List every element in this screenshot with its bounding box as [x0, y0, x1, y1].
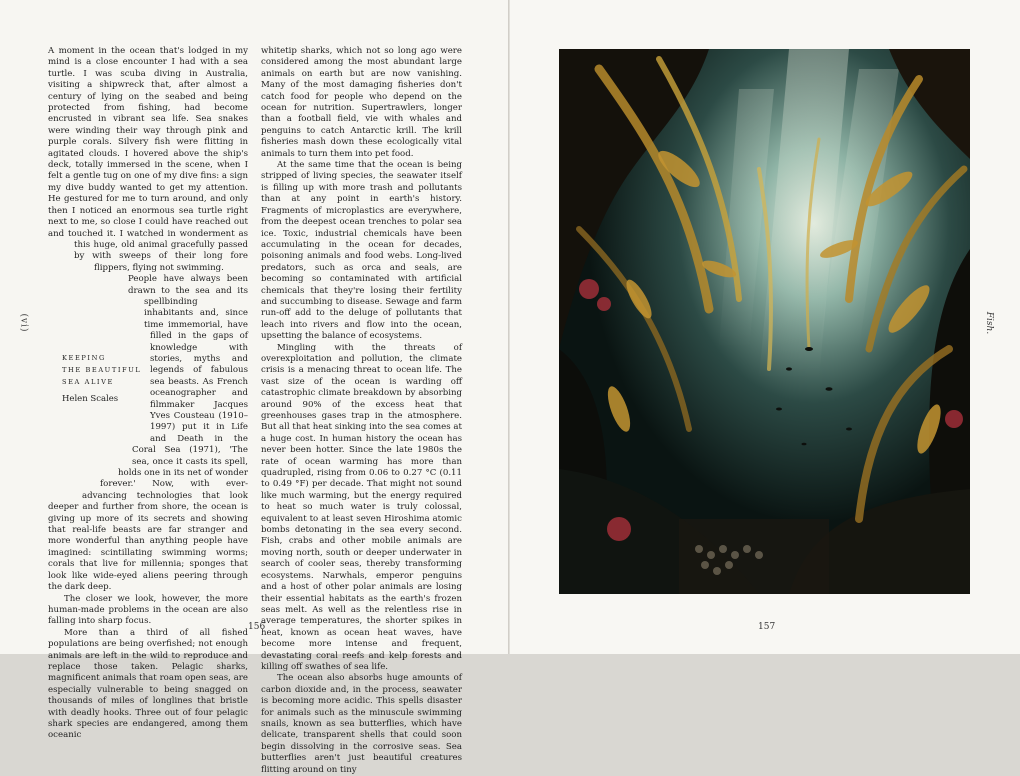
- text-column-1: [48, 46, 248, 742]
- paragraph: Mingling with the threats of overexploitation and pollution, the climate crisis is a menacing threat to ocean life. The vast size of the ocean is warding off catastrophic climate breakdown by absorbing around 90% of the excess heat that greenhouses gases trap in the atmosphere. But all that heat sinking into the sea comes at a huge cost. In human history the ocean has never been hotter. Since the late 1980s the rate of ocean warming has more than quadrupled, rising from 0.06 to 0.27 °C (0.11 to 0.49 °F) per decade. That might not sound like much warming, but the energy required to heat so much water is truly colossal, equivalent to at least seven Hiroshima atomic bombs detonating in the sea every second. Fish, crabs and other mobile animals are moving north, south or deeper underwater in search of cooler seas, thereby transforming ecosystems. Narwhals, emperor penguins and a host of other polar animals are losing their essential habitats as the earth's frozen seas melt. As well as the relentless rise in average temperatures, the shorter spikes in heat, known as ocean heat waves, have become more intense and frequent, devastating coral reefs and kelp forests and killing off swathes of sea life.: [261, 342, 462, 672]
- sidebar-heading-line: KEEPING: [62, 354, 106, 362]
- paragraph: The closer we look, however, the more human-made problems in the ocean are also falling into sharp focus.: [48, 593, 248, 627]
- kelp-forest-photo: [559, 49, 970, 594]
- paragraph: The ocean also absorbs huge amounts of carbon dioxide and, in the process, seawater is becoming more acidic. This spells disaster for animals such as the minuscule swimming snails, known as sea butterflies, which have delicate, transparent shells that could soon begin dissolving in the corrosive seas. Sea butterflies aren't just beautiful creatures flitting around on tiny: [261, 673, 462, 775]
- paragraph: At the same time that the ocean is being stripped of living species, the seawater itself is filling up with more trash and pollutants than at any point in earth's history. Fragments of microplastics are everywhere, from the deepest ocean trenches to polar sea ice. Toxic, industrial chemicals have been accumulating in the ocean for decades, poisoning animals and food webs. Long-lived predators, such as orca and seals, are becoming so contaminated with artificial chemicals that they're losing their fertility and succumbing to disease. Sewage and farm run-off add to the deluge of pollutants that leach into rivers and flow into the ocean, upsetting the balance of ecosystems.: [261, 160, 462, 342]
- page-number-right: 157: [758, 622, 776, 632]
- paragraph: A moment in the ocean that's lodged in my mind is a close encounter I had with a sea turtle. I was scuba diving in Australia, visiting a shipwreck that, after almost a century of lying on the seabed and being protected from fishing, had become encrusted in vibrant sea life. Sea snakes were winding their way through pink and purple corals. Silvery fish were flitting in agitated clouds. I hovered above the ship's deck, totally immersed in the scene, when I felt a gentle tug on one of my dive fins: a sign my dive buddy wanted to get my attention. He gestured for me to turn around, and only then I noticed an enormous sea turtle right next to me, so close I could have reached out and touched it. I watched in wonderment as this huge, old animal gracefully passed by with sweeps of their long fore flippers, flying not swimming.: [48, 46, 248, 273]
- text-column-2: [261, 46, 462, 776]
- sidebar-heading-line: THE BEAUTIFUL: [62, 366, 142, 374]
- paragraph: People have always been drawn to the sea and its spellbinding inhabitants and, since time immemorial, have filled in the gaps of knowledge with stories, myths and legends of fabulous sea beasts. As French oceanographer and filmmaker Jacques Yves Cousteau (1910–1997) put it in Life and Death in the Coral Sea (1971), 'The sea, once it casts its spell, holds one in its net of wonder forever.' Now, with ever-advancing technologies that look deeper and further from shore, the ocean is giving up more of its secrets and showing that real-life beasts are far stranger and more wonderful than anything people have imagined: scintillating swimming worms; corals that live for millennia; sponges that look like wide-eyed aliens peering through the dark deep.: [48, 274, 248, 593]
- running-head-right: Fish.: [984, 311, 995, 335]
- running-head-left: (vi): [18, 313, 29, 333]
- sidebar-heading-line: SEA ALIVE: [62, 378, 114, 386]
- left-page: [0, 0, 510, 775]
- author-name: Helen Scales: [62, 394, 119, 404]
- paragraph: whitetip sharks, which not so long ago were considered among the most abundant large animals on earth but are now vanishing. Many of the most damaging fisheries don't catch food for people who depend on the ocean for nutrition. Supertrawlers, longer than a football field, vie with whales and penguins to catch Antarctic krill. The krill fisheries mash down these ecologically vital animals to turn them into pet food.: [261, 46, 462, 159]
- paragraph: More than a third of all fished populations are being overfished; not enough animals are left in the wild to reproduce and replace those taken. Pelagic sharks, magnificent animals that roam open seas, are especially vulnerable to being snagged on thousands of miles of longlines that bristle with deadly hooks. Three out of four pelagic shark species are endangered, among them oceanic: [48, 627, 248, 741]
- page-number-left: 156: [248, 622, 266, 632]
- kelp-forest-illustration: [559, 49, 970, 594]
